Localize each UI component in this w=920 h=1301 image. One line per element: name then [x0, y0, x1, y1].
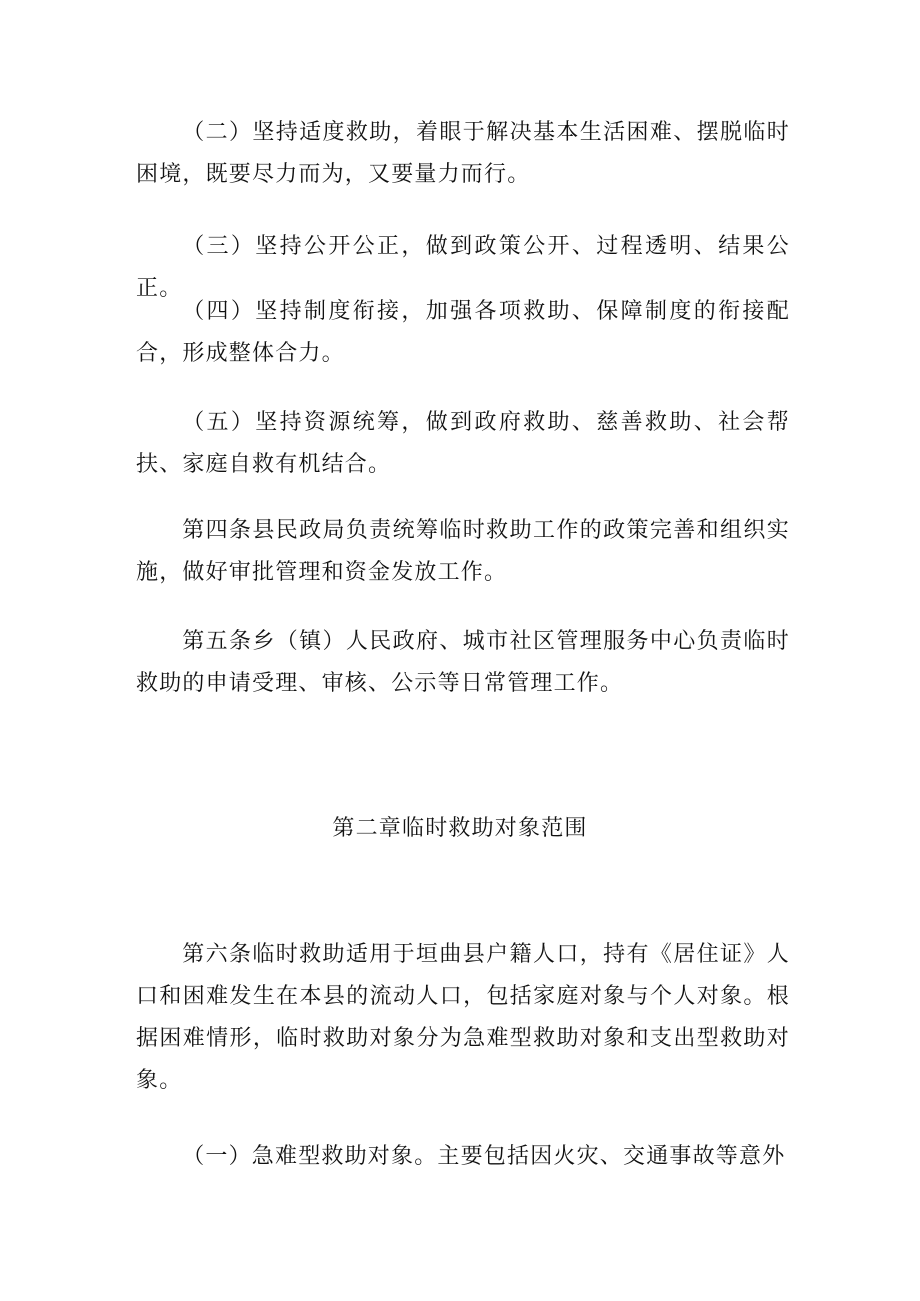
- paragraph-principle-2: （二）坚持适度救助，着眼于解决基本生活困难、摆脱临时困境，既要尽力而为，又要量力而行。: [136, 120, 790, 187]
- paragraph-article-4: 第四条县民政局负责统筹临时救助工作的政策完善和组织实施，做好审批管理和资金发放工作。: [136, 518, 790, 585]
- paragraph-principle-3: （三）坚持公开公正，做到政策公开、过程透明、结果公正。: [136, 234, 790, 301]
- paragraph-principle-4: （四）坚持制度衔接，加强各项救助、保障制度的衔接配合，形成整体合力。: [136, 299, 790, 366]
- paragraph-article-5: 第五条乡（镇）人民政府、城市社区管理服务中心负责临时救助的申请受理、审核、公示等日常管理工作。: [136, 629, 790, 696]
- paragraph-principle-5: （五）坚持资源统筹，做到政府救助、慈善救助、社会帮扶、家庭自救有机结合。: [136, 410, 790, 477]
- paragraph-article-6: 第六条临时救助适用于垣曲县户籍人口，持有《居住证》人口和困难发生在本县的流动人口，包括家庭对象与个人对象。根据困难情形，临时救助对象分为急难型救助对象和支出型救助对象。: [136, 942, 790, 1093]
- chapter-heading: 第二章临时救助对象范围: [332, 816, 588, 841]
- paragraph-article-6-item-1: （一）急难型救助对象。主要包括因火灾、交通事故等意外: [182, 1144, 786, 1169]
